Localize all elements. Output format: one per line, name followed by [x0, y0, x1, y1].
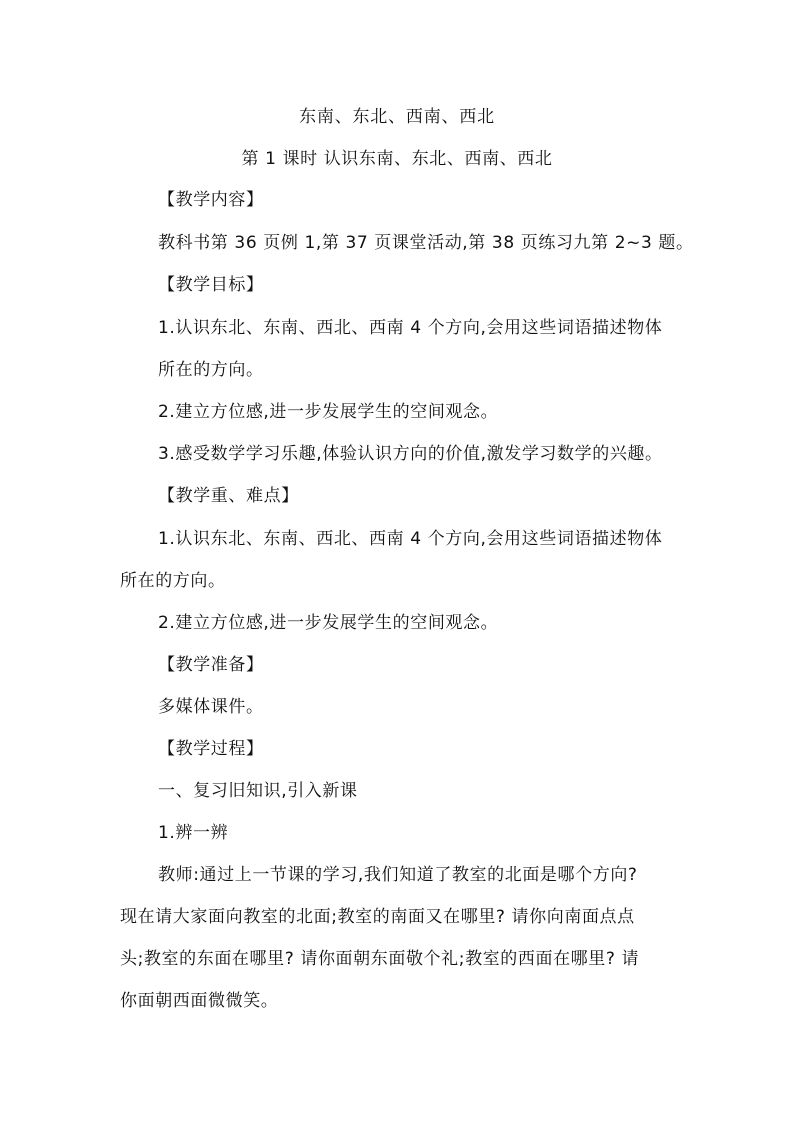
key-1-line-1: 1.认识东北、东南、西北、西南 4 个方向,会用这些词语描述物体: [158, 529, 663, 549]
goals-heading: 【教学目标】: [158, 275, 264, 295]
document-title: 东南、东北、西南、西北: [299, 107, 495, 127]
prep-heading: 【教学准备】: [158, 655, 264, 675]
lesson-subtitle: 第 1 课时 认识东南、东北、西南、西北: [241, 149, 553, 169]
content-heading: 【教学内容】: [158, 190, 264, 210]
teacher-line-4: 你面朝西面微微笑。: [120, 991, 279, 1011]
goal-2: 2.建立方位感,进一步发展学生的空间观念。: [158, 402, 499, 422]
key-2: 2.建立方位感,进一步发展学生的空间观念。: [158, 613, 499, 633]
process-heading: 【教学过程】: [158, 739, 264, 759]
key-heading: 【教学重、难点】: [158, 486, 299, 506]
part-1-title: 一、复习旧知识,引入新课: [158, 781, 358, 801]
goal-1-line-1: 1.认识东北、东南、西北、西南 4 个方向,会用这些词语描述物体: [158, 318, 663, 338]
step-1-title: 1.辨一辨: [158, 823, 229, 843]
teacher-line-3: 头;教室的东面在哪里? 请你面朝东面敬个礼;教室的西面在哪里? 请: [120, 949, 640, 969]
goal-3: 3.感受数学学习乐趣,体验认识方向的价值,激发学习数学的兴趣。: [158, 444, 663, 464]
key-1-line-2: 所在的方向。: [120, 571, 226, 591]
content-text: 教科书第 36 页例 1,第 37 页课堂活动,第 38 页练习九第 2~3 题。: [158, 233, 694, 253]
teacher-line-1: 教师:通过上一节课的学习,我们知道了教室的北面是哪个方向?: [158, 865, 638, 885]
teacher-line-2: 现在请大家面向教室的北面;教室的南面又在哪里? 请你向南面点点: [120, 907, 635, 927]
goal-1-line-2: 所在的方向。: [158, 360, 264, 380]
prep-text: 多媒体课件。: [158, 697, 264, 717]
